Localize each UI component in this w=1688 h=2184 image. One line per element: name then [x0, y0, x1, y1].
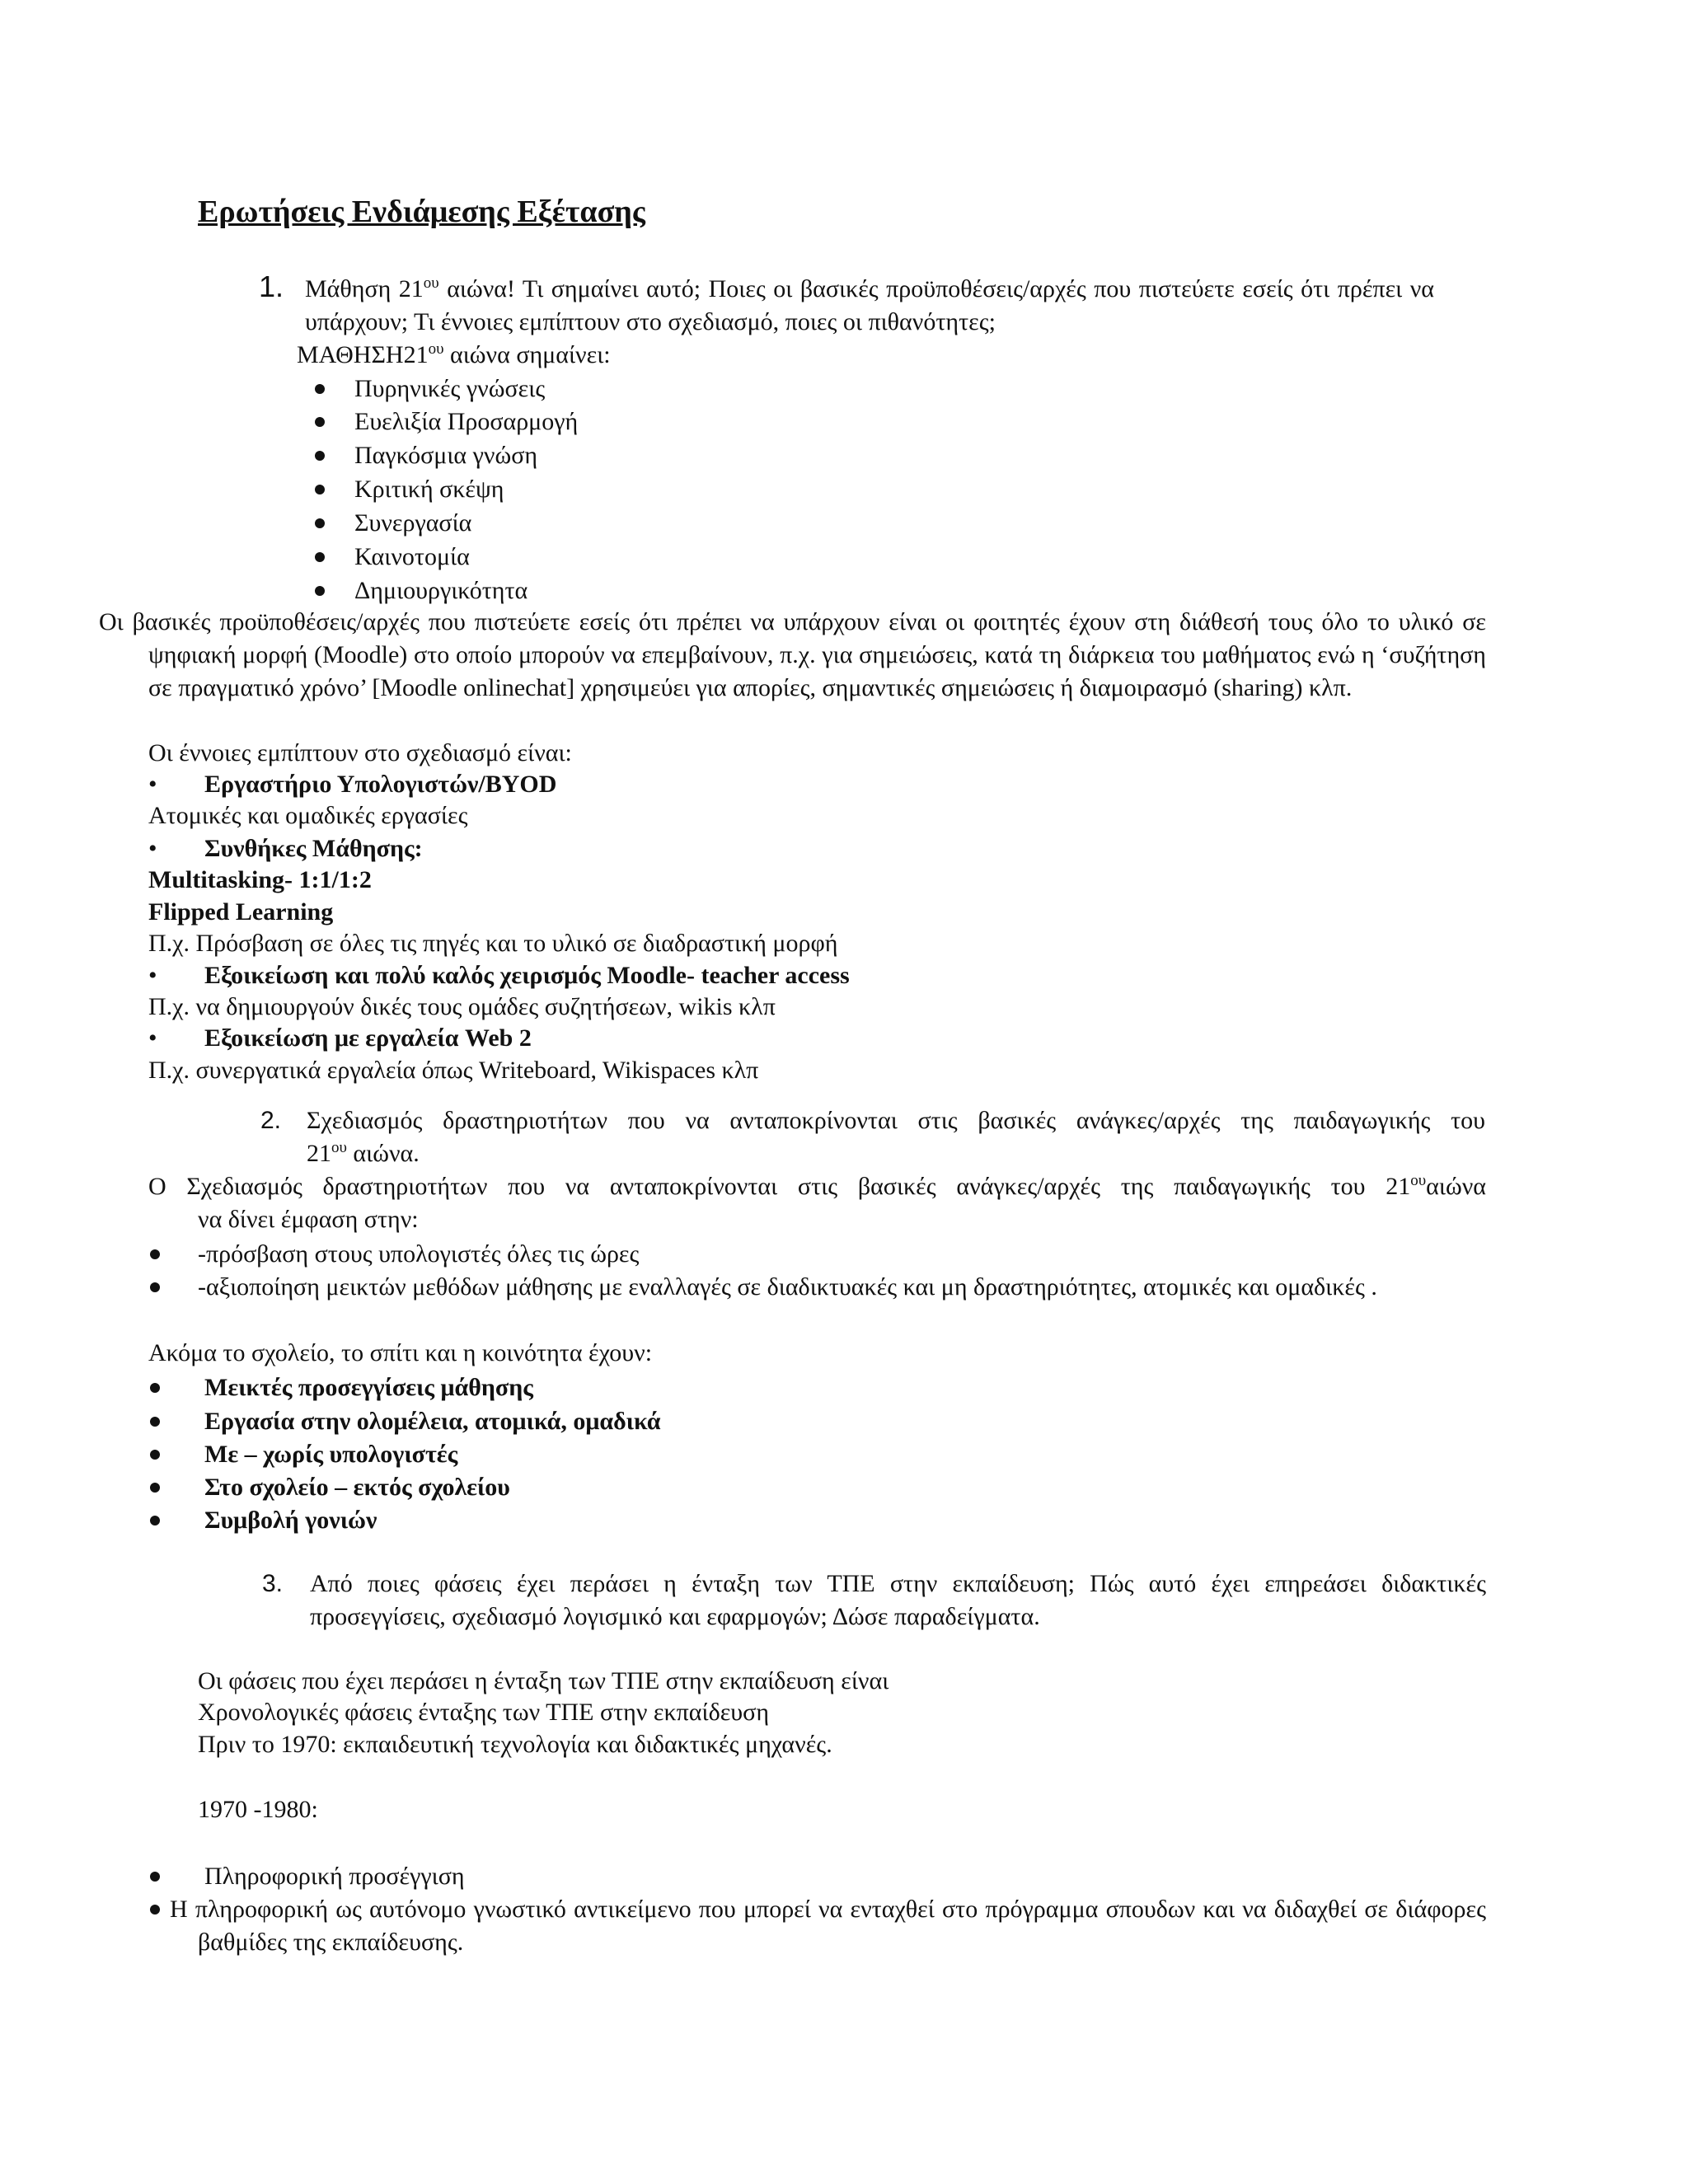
list-item: Συμβολή γονιών — [204, 1507, 377, 1534]
list-item: Μεικτές προσεγγίσεις μάθησης — [204, 1374, 533, 1401]
bullet-icon — [150, 1872, 160, 1882]
q2-answer-line — [148, 1170, 1486, 1203]
list-item: Καινοτομία — [354, 543, 470, 570]
list-item: Πυρηνικές γνώσεις — [354, 375, 546, 402]
list-item: -αξιοποίηση μεικτών μεθόδων μάθησης με εναλλαγές σε διαδικτυακές και μη δραστηριότητες, ατομικές και ομαδικές . — [198, 1273, 1377, 1301]
q1-principles-paragraph: Οι βασικές προϋποθέσεις/αρχές που πιστεύετε εσείς ότι πρέπει να υπάρχουν είναι οι φοιτητές έχουν στη διάθεσή τους όλο το υλικό σε ψηφιακή μορφή (Moodle) στο οποίο μπορούν να επεμβαίνουν, π.χ. για σημειώσεις, κατά τη διάρκεια του μαθήματος ενώ η ‘συζήτηση σε πραγματικό χρόνο’ [Moodle onlinechat] χρησιμεύει για απορίες, σημαντικές σημειώσεις ή διαμοιρασμό (sharing) κλπ. — [99, 608, 1486, 701]
list-item: Κριτική σκέψη — [354, 476, 504, 503]
list-item: Στο σχολείο – εκτός σχολείου — [204, 1474, 510, 1501]
list-item: Πληροφορική προσέγγιση — [204, 1863, 465, 1890]
list-item: Συνεργασία — [354, 509, 472, 537]
bullet-icon — [315, 485, 325, 494]
q2-answer-cont: να δίνει έμφαση στην: — [198, 1206, 419, 1233]
bullet-icon — [315, 384, 325, 394]
question-2-number: 2. — [260, 1107, 282, 1134]
list-item: -πρόσβαση στους υπολογιστές όλες τις ώρες — [198, 1240, 640, 1268]
bullet-icon: • — [148, 771, 157, 798]
superscript: ου — [1410, 1172, 1427, 1189]
superscript: ου — [428, 340, 444, 358]
question-2-text-part: αιώνα. — [346, 1140, 420, 1167]
q1-concepts-intro: Οι έννοιες εμπίπτουν στο σχεδιασμό είναι: — [148, 739, 572, 766]
q3-answer-line: Χρονολογικές φάσεις ένταξης των ΤΠΕ στην εκπαίδευση — [198, 1699, 770, 1726]
q3-answer-line: Οι φάσεις που έχει περάσει η ένταξη των ΤΠΕ στην εκπαίδευση είναι — [198, 1667, 889, 1694]
concept-heading: Εργαστήριο Υπολογιστών/BYOD — [204, 771, 557, 798]
page-title: Ερωτήσεις Ενδιάμεσης Εξέτασης — [198, 194, 645, 229]
bullet-icon: • — [148, 962, 157, 989]
list-item: Δημιουργικότητα — [354, 577, 528, 604]
bullet-icon — [315, 417, 325, 427]
bullet-icon — [150, 1417, 160, 1427]
q3-answer-line: Πριν το 1970: εκπαιδευτική τεχνολογία και διδακτικές μηχανές. — [198, 1731, 832, 1758]
bullet-icon — [315, 552, 325, 562]
meaning-heading-part: ΜΑΘΗΣΗ21 — [297, 341, 429, 368]
list-item: Η πληροφορική ως αυτόνομο γνωστικό αντικείμενο που μπορεί να ενταχθεί στο πρόγραμμα σπουδων και να διδαχθεί σε διάφορες βαθμίδες της εκπαίδευσης. — [170, 1896, 1486, 1956]
bullet-icon — [315, 586, 325, 596]
bullet-icon — [150, 1516, 160, 1526]
question-3-text: Από ποιες φάσεις έχει περάσει η ένταξη των ΤΠΕ στην εκπαίδευση; Πώς αυτό έχει επηρεάσει διδακτικές προσεγγίσεις, σχεδιασμό λογισμικό και εφαρμογών; Δώσε παραδείγματα. — [310, 1570, 1486, 1630]
superscript: ου — [331, 1139, 347, 1156]
bullet-icon — [150, 1282, 160, 1292]
concept-note: Ατομικές και ομαδικές εργασίες — [148, 802, 468, 829]
concept-note: Π.χ. να δημιουργούν δικές τους ομάδες συζητήσεων, wikis κλπ — [148, 993, 776, 1020]
q3-period: 1970 -1980: — [198, 1796, 318, 1823]
bullet-icon — [150, 1450, 160, 1460]
list-item: Παγκόσμια γνώση — [354, 442, 538, 469]
question-2-text-part: 21 — [307, 1140, 331, 1167]
question-2-text-cont — [307, 1137, 420, 1170]
q2-school-intro: Ακόμα το σχολείο, το σπίτι και η κοινότητα έχουν: — [148, 1339, 653, 1366]
question-1-text-part: Μάθηση 21 — [305, 275, 424, 302]
list-item: Ευελιξία Προσαρμογή — [354, 408, 579, 435]
meaning-heading-part: αιώνα σημαίνει: — [443, 341, 611, 368]
bullet-icon — [150, 1483, 160, 1493]
bullet-icon — [315, 451, 325, 461]
question-2-text: Σχεδιασμός δραστηριοτήτων που να ανταποκρίνονται στις βασικές ανάγκες/αρχές της παιδαγωγικής του — [307, 1107, 1485, 1134]
question-1-text-part: αιώνα! Τι σημαίνει αυτό; Ποιες οι βασικές προϋποθέσεις/αρχές που πιστεύετε εσείς ότι πρέπει να υπάρχουν; Τι έννοιες εμπίπτουν στο σχεδιασμό, ποιες οι πιθανότητες; — [305, 275, 1435, 335]
concept-subheading: Multitasking- 1:1/1:2 — [148, 866, 372, 893]
list-item: Εργασία στην ολομέλεια, ατομικά, ομαδικά — [204, 1408, 661, 1435]
concept-note: Π.χ. Πρόσβαση σε όλες τις πηγές και το υλικό σε διαδραστική μορφή — [148, 930, 838, 957]
question-1-text — [305, 273, 1434, 339]
bullet-icon — [150, 1383, 160, 1393]
question-3-number: 3. — [262, 1570, 284, 1597]
concept-subheading: Flipped Learning — [148, 898, 334, 926]
list-item: Με – χωρίς υπολογιστές — [204, 1441, 458, 1468]
q2-answer-part: Ο Σχεδιασμός δραστηριοτήτων που να ανταποκρίνονται στις βασικές ανάγκες/αρχές της παιδαγωγικής του 21 — [148, 1173, 1411, 1200]
bullet-icon: • — [148, 1024, 157, 1052]
concept-heading: Εξοικείωση και πολύ καλός χειρισμός Moodle- teacher access — [204, 962, 850, 989]
concept-heading: Εξοικείωση με εργαλεία Web 2 — [204, 1024, 532, 1052]
q1-meaning-heading — [297, 339, 611, 372]
bullet-icon — [150, 1249, 160, 1259]
concept-heading: Συνθήκες Μάθησης: — [204, 835, 423, 862]
q2-answer-part: αιώνα — [1426, 1173, 1486, 1200]
question-1-number: 1. — [259, 269, 284, 303]
bullet-icon — [150, 1905, 160, 1915]
superscript: ου — [423, 274, 439, 292]
bullet-icon — [315, 518, 325, 528]
bullet-icon: • — [148, 835, 157, 862]
concept-note: Π.χ. συνεργατικά εργαλεία όπως Writeboard, Wikispaces κλπ — [148, 1057, 759, 1084]
